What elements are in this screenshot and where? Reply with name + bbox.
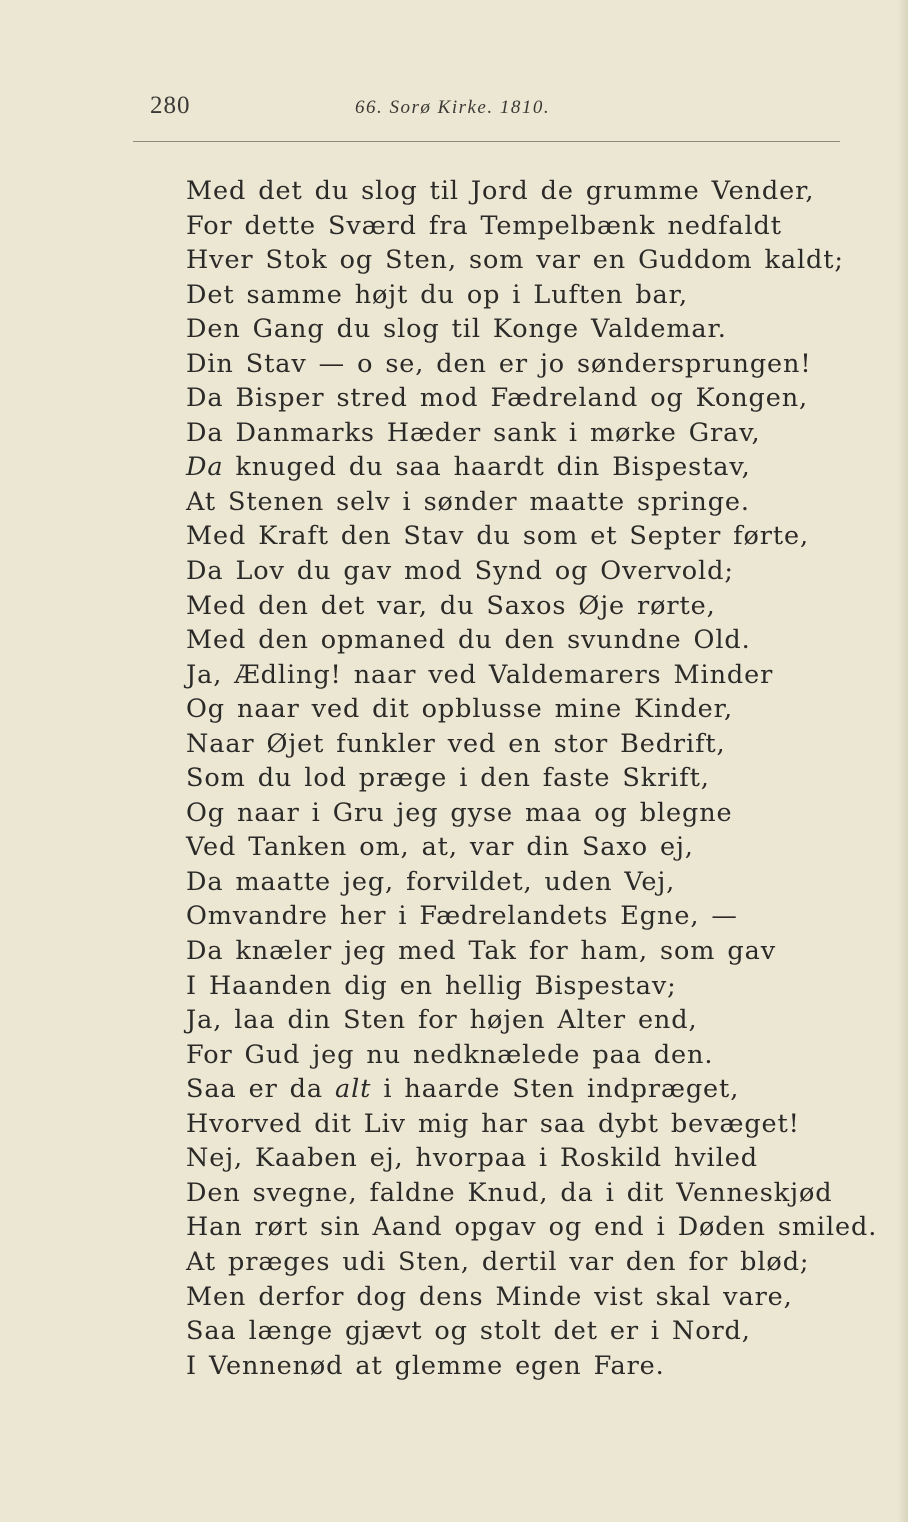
poem-line: Med Kraft den Stav du som et Septer førte,: [186, 521, 809, 552]
poem-line: Det samme højt du op i Luften bar,: [186, 279, 688, 310]
poem-line: Naar Øjet funkler ved en stor Bedrift,: [186, 728, 726, 759]
poem-line: For dette Sværd fra Tempelbænk nedfaldt: [186, 210, 782, 241]
page-header: [150, 92, 750, 132]
line-text: knuged du saa haardt din Bispestav,: [223, 452, 751, 483]
poem-line: Da maatte jeg, forvildet, uden Vej,: [186, 866, 676, 897]
poem-line: Med den det var, du Saxos Øje rørte,: [186, 590, 716, 621]
poem-line: I Vennenød at glemme egen Fare.: [186, 1350, 665, 1381]
poem-line: Da Bisper stred mod Fædreland og Kongen,: [186, 383, 809, 414]
poem-body: [186, 174, 878, 1383]
poem-line: At Stenen selv i sønder maatte springe.: [186, 486, 750, 517]
poem-line: Din Stav — o se, den er jo søndersprungen!: [186, 348, 812, 379]
poem-line: Og naar ved dit opblusse mine Kinder,: [186, 694, 733, 725]
running-head: 66. Sorø Kirke. 1810.: [355, 97, 551, 118]
poem-line: Omvandre her i Fædrelandets Egne, —: [186, 901, 738, 932]
poem-line: Nej, Kaaben ej, hvorpaa i Roskild hviled: [186, 1143, 758, 1174]
poem-line: For Gud jeg nu nedknælede paa den.: [186, 1039, 714, 1070]
poem-line: Den Gang du slog til Konge Valdemar.: [186, 314, 727, 345]
poem-line: At præges udi Sten, dertil var den for blød;: [186, 1246, 810, 1277]
line-text: i haarde Sten indpræget,: [371, 1074, 740, 1105]
poem-line: Hver Stok og Sten, som var en Guddom kaldt;: [186, 245, 844, 276]
poem-line: Og naar i Gru jeg gyse maa og blegne: [186, 797, 733, 828]
poem-line: Ja, Ædling! naar ved Valdemarers Minder: [186, 659, 774, 690]
poem-line: Som du lod præge i den faste Skrift,: [186, 763, 710, 794]
page-number: 280: [150, 92, 191, 119]
poem-line: Med det du slog til Jord de grumme Vender,: [186, 176, 815, 206]
italic-word: Da: [186, 452, 224, 483]
poem-line: Han rørt sin Aand opgav og end i Døden smiled.: [186, 1212, 878, 1243]
poem-line: Da Danmarks Hæder sank i mørke Grav,: [186, 417, 761, 448]
poem-line: Ja, laa din Sten for højen Alter end,: [186, 1005, 698, 1036]
page-edge: [898, 0, 908, 1522]
poem-line: I Haanden dig en hellig Bispestav;: [186, 970, 677, 1001]
poem-line: [186, 450, 866, 485]
poem-line: Da knæler jeg med Tak for ham, som gav: [186, 936, 777, 967]
poem-line: Saa længe gjævt og stolt det er i Nord,: [186, 1316, 751, 1347]
poem-line: [186, 1072, 866, 1107]
italic-word: alt: [335, 1074, 372, 1105]
poem-line: Den svegne, faldne Knud, da i dit Venneskjød: [186, 1177, 833, 1208]
header-rule: [133, 141, 840, 142]
poem-line: Hvorved dit Liv mig har saa dybt bevæget!: [186, 1108, 800, 1139]
poem-line: Ved Tanken om, at, var din Saxo ej,: [186, 832, 694, 863]
line-text: Saa er da: [186, 1074, 335, 1105]
poem-line: Med den opmaned du den svundne Old.: [186, 625, 751, 656]
poem-line: Men derfor dog dens Minde vist skal vare,: [186, 1281, 793, 1312]
poem-line: Da Lov du gav mod Synd og Overvold;: [186, 556, 734, 587]
